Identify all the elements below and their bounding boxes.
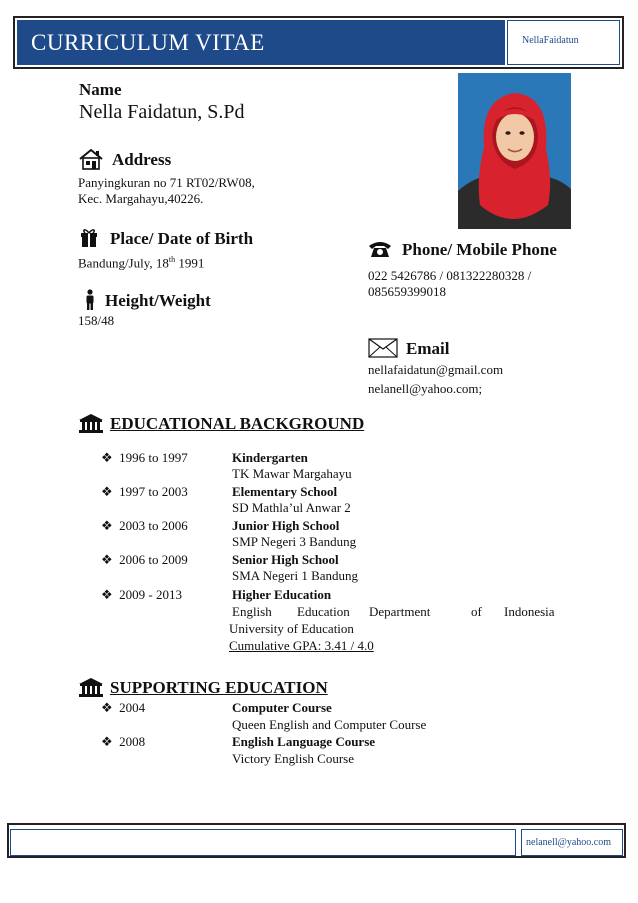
- edu-school-line2: University of Education: [229, 621, 354, 636]
- name-value: Nella Faidatun, S.Pd: [79, 101, 245, 123]
- address-line2: Kec. Margahayu,40226.: [78, 191, 204, 206]
- address-line1: Panyingkuran no 71 RT02/RW08,: [78, 175, 255, 190]
- edu-years: 1996 to 1997: [119, 450, 188, 465]
- height-weight-label: Height/Weight: [105, 291, 211, 311]
- phone-line1: 022 5426786 / 081322280328 /: [368, 268, 532, 283]
- education-heading-text: EDUCATIONAL BACKGROUND: [110, 414, 365, 434]
- height-weight-heading: [84, 289, 211, 316]
- diamond-bullet-icon: ❖: [101, 552, 113, 567]
- edu-school: SMP Negeri 3 Bandung: [232, 534, 357, 549]
- header-frame: [13, 16, 624, 69]
- email-label: Email: [406, 339, 450, 359]
- supporting-heading: [78, 677, 328, 702]
- gift-icon: [80, 228, 98, 253]
- footer-bar: [10, 829, 516, 856]
- edu-item: [101, 518, 188, 534]
- header-name-box: [507, 20, 620, 65]
- school-building-icon: [78, 413, 104, 438]
- footer-email-box: [521, 829, 623, 856]
- education-heading: [78, 413, 364, 438]
- edu-item: [101, 450, 188, 466]
- address-heading: [78, 148, 171, 175]
- edu-school: SD Mathla’ul Anwar 2: [232, 500, 351, 515]
- edu-level: Elementary School: [232, 484, 338, 499]
- edu-years: 1997 to 2003: [119, 484, 188, 499]
- phone-heading: [368, 240, 557, 263]
- diamond-bullet-icon: ❖: [101, 518, 113, 533]
- edu-item: [101, 587, 182, 603]
- edu-level: Senior High School: [232, 552, 339, 567]
- support-item: [101, 734, 145, 750]
- email-line1: nellafaidatun@gmail.com: [368, 362, 504, 377]
- diamond-bullet-icon: ❖: [101, 450, 113, 465]
- edu-school-line1: [232, 604, 272, 620]
- birth-day-suffix: th: [168, 255, 176, 264]
- name-label: Name: [79, 80, 122, 99]
- support-place: Queen English and Computer Course: [232, 717, 427, 732]
- footer-email: nelanell@yahoo.com: [526, 837, 612, 848]
- edu-school-line1: [471, 604, 482, 620]
- phone-line2: 085659399018: [368, 284, 446, 299]
- edu-school: SMA Negeri 1 Bandung: [232, 568, 359, 583]
- support-place: Victory English Course: [232, 751, 354, 766]
- edu-school-word: Education: [297, 604, 350, 619]
- edu-school-word: Department: [369, 604, 431, 619]
- edu-school-word: English: [232, 604, 272, 619]
- edu-level: Kindergarten: [232, 450, 308, 465]
- edu-years: 2006 to 2009: [119, 552, 188, 567]
- supporting-heading-text: SUPPORTING EDUCATION: [110, 678, 328, 698]
- edu-level: Higher Education: [232, 587, 332, 602]
- birth-year: 1991: [175, 255, 205, 271]
- house-icon: [78, 148, 104, 175]
- edu-school-line1: [504, 604, 555, 620]
- edu-item: [101, 484, 188, 500]
- diamond-bullet-icon: ❖: [101, 587, 113, 602]
- diamond-bullet-icon: ❖: [101, 700, 113, 715]
- edu-school-line1: [297, 604, 350, 620]
- email-heading: [368, 338, 449, 363]
- school-building-icon: [78, 677, 104, 702]
- header-name-tag: NellaFaidatun: [522, 35, 579, 46]
- telephone-icon: [368, 240, 392, 263]
- edu-school-word: Indonesia: [504, 604, 555, 619]
- diamond-bullet-icon: ❖: [101, 734, 113, 749]
- email-line2: nelanell@yahoo.com;: [368, 381, 483, 396]
- diamond-bullet-icon: ❖: [101, 484, 113, 499]
- person-icon: [84, 289, 96, 316]
- header-title-bar: [17, 20, 505, 65]
- edu-school: TK Mawar Margahayu: [232, 466, 352, 481]
- support-year: 2004: [119, 700, 146, 715]
- edu-gpa: Cumulative GPA: 3.41 / 4.0: [229, 638, 374, 653]
- edu-school-word: of: [471, 604, 482, 619]
- edu-years: 2009 - 2013: [119, 587, 182, 602]
- birth-place-date: Bandung/July, 18: [78, 255, 169, 271]
- phone-label: Phone/ Mobile Phone: [402, 240, 557, 260]
- birth-heading: [80, 228, 253, 253]
- birth-value: [78, 252, 204, 271]
- edu-level: Junior High School: [232, 518, 340, 533]
- footer-frame: [7, 823, 626, 858]
- support-year: 2008: [119, 734, 146, 749]
- support-title: Computer Course: [232, 700, 332, 715]
- birth-label: Place/ Date of Birth: [110, 229, 254, 249]
- support-item: [101, 700, 145, 716]
- address-label: Address: [112, 150, 172, 170]
- edu-years: 2003 to 2006: [119, 518, 188, 533]
- support-title: English Language Course: [232, 734, 376, 749]
- height-weight-value: 158/48: [78, 313, 115, 328]
- edu-item: [101, 552, 188, 568]
- profile-photo: [458, 73, 571, 229]
- envelope-icon: [368, 338, 398, 363]
- page-title: CURRICULUM VITAE: [31, 30, 265, 55]
- edu-school-line1: [369, 604, 430, 620]
